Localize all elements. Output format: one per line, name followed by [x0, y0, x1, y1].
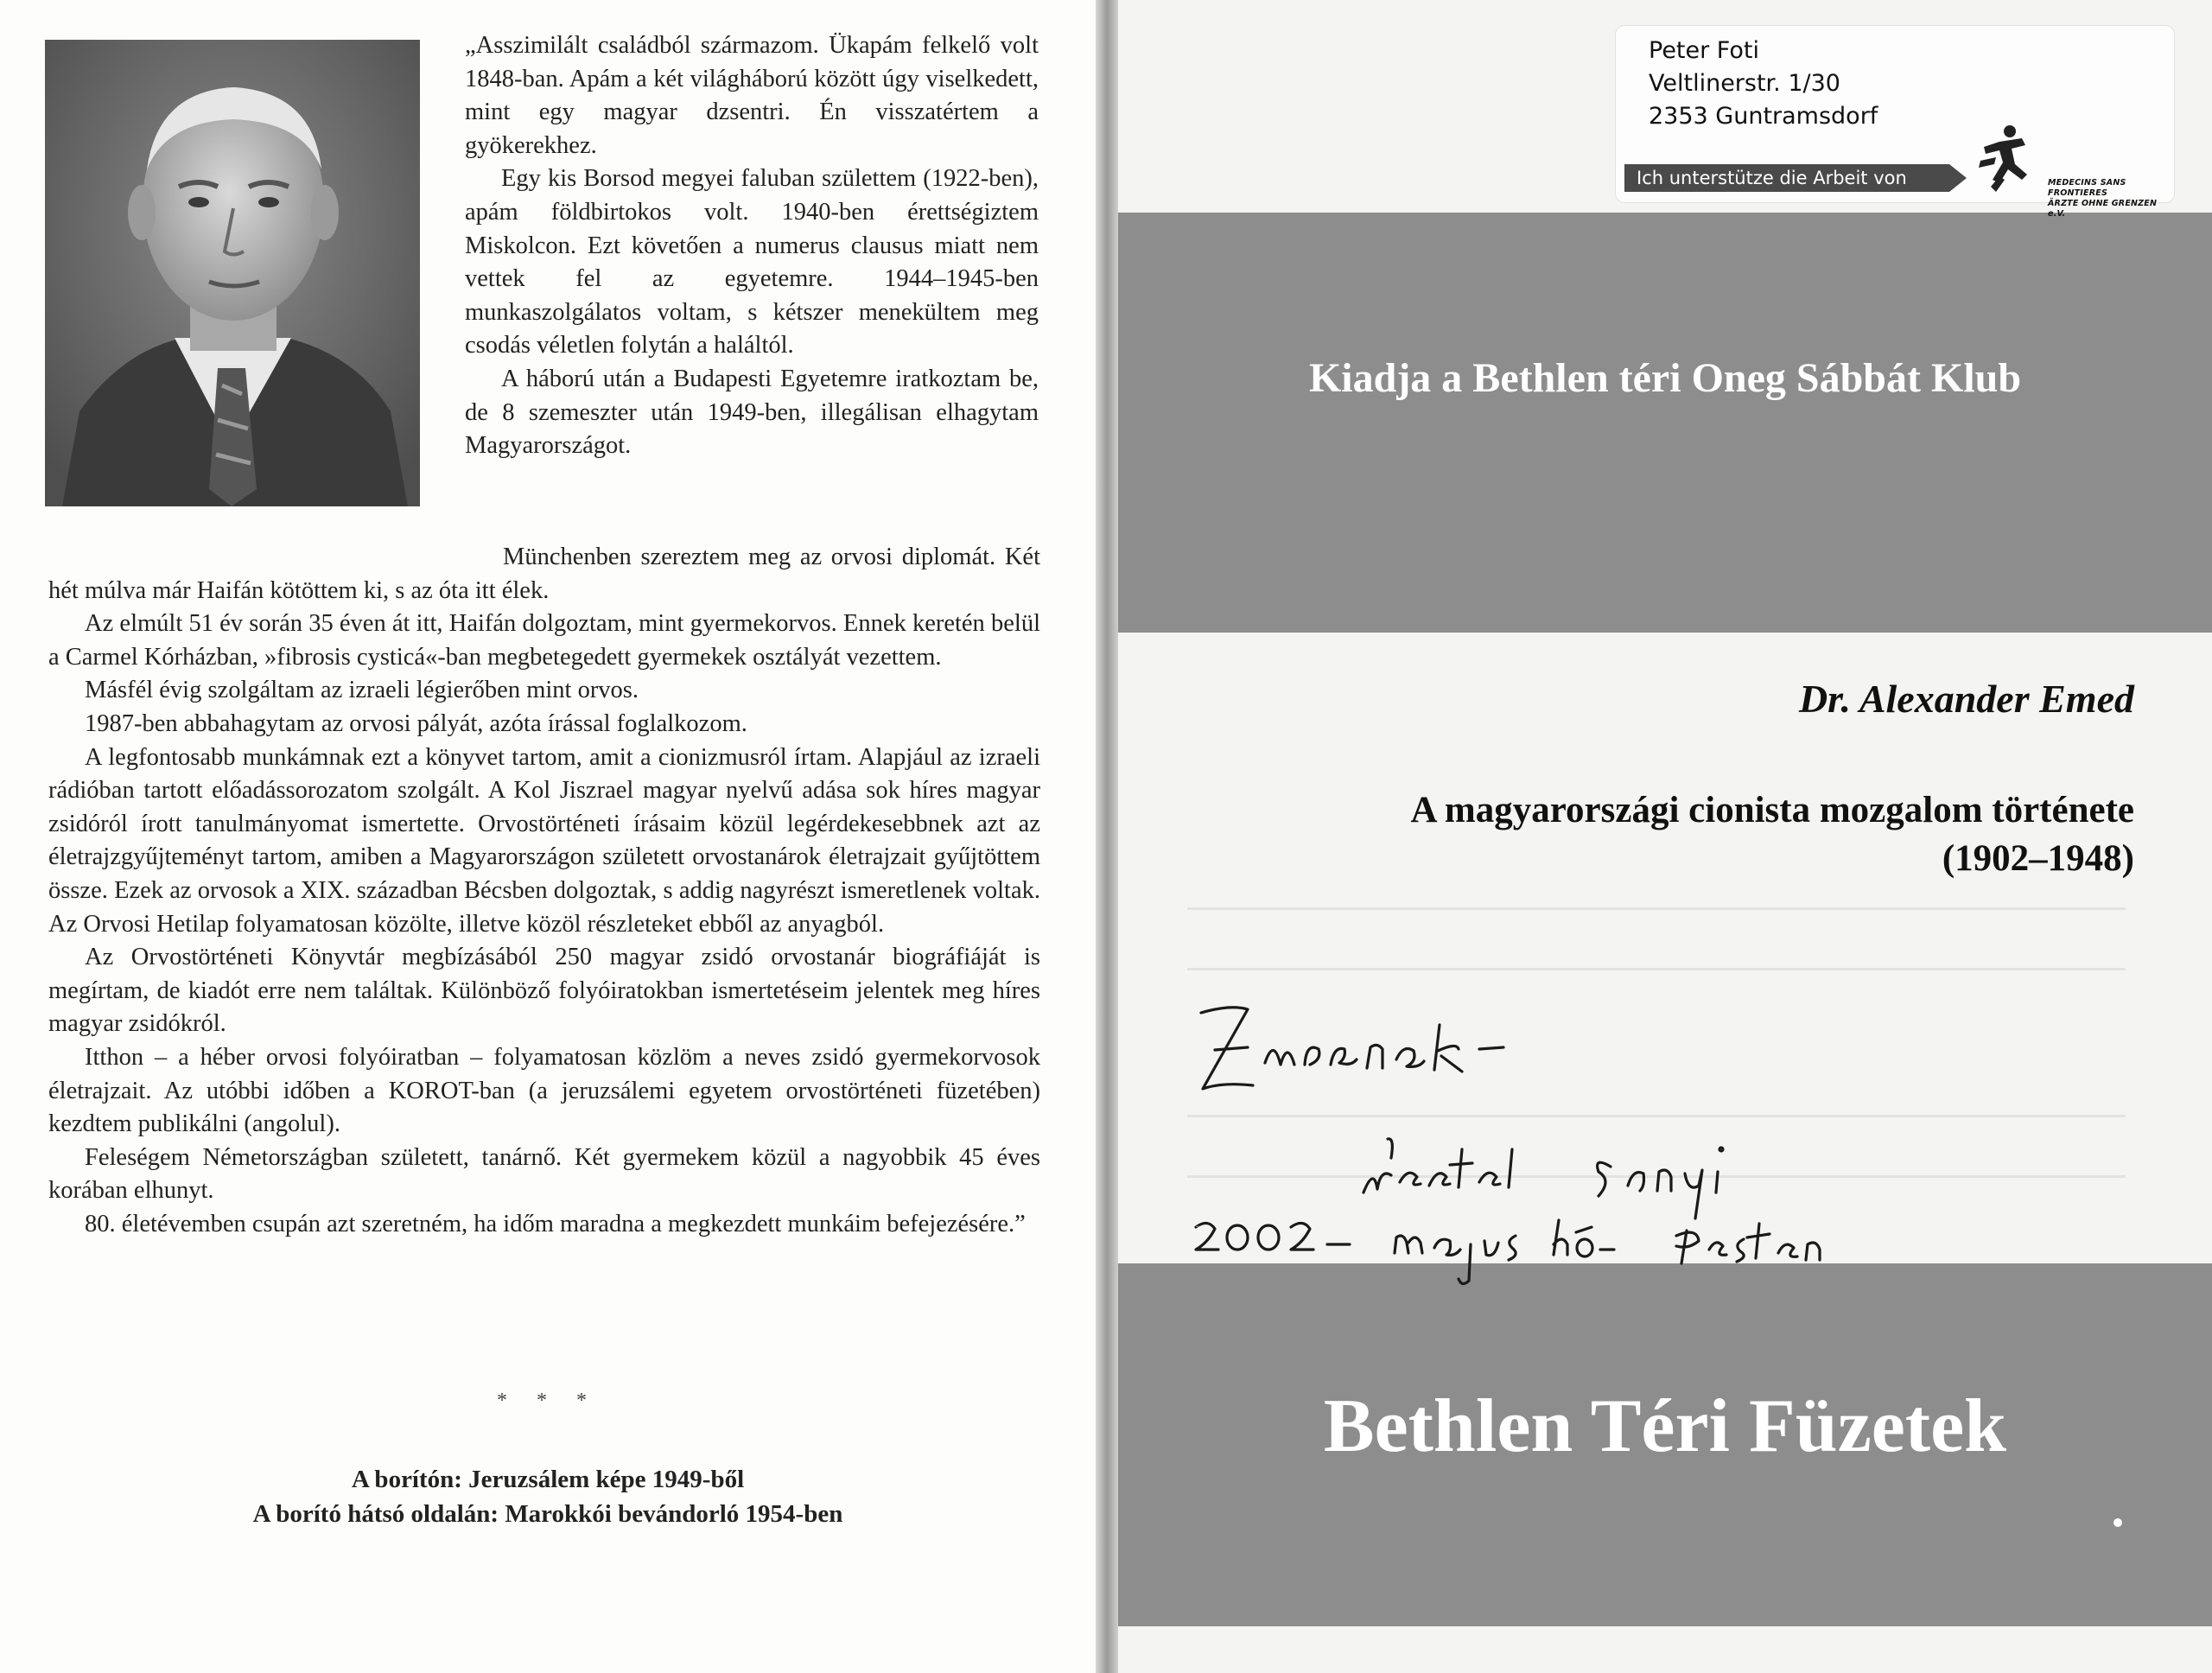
bio-paragraph: Feleségem Németországban született, tanárnő. Két gyermekem közül a nagyobbik 45 éves korában elhunyt. [48, 1143, 1040, 1205]
bio-paragraph: A háború után a Budapesti Egyetemre iratkoztam be, de 8 szemeszter után 1949-ben, illegálisan elhagytam Magyarországot. [465, 365, 1039, 460]
dedication-line-2: szeretettel Sanyi [1360, 1148, 1372, 1150]
msf-name-line-1: MEDECINS SANS FRONTIERES [2048, 178, 2126, 198]
cover-note-back: A borító hátsó oldalán: Marokkói bevándorló 1954-ben [252, 1500, 843, 1528]
dedication-line-1: Zsuzsinak – [1205, 1027, 1213, 1029]
address-name: Peter Foti [1649, 37, 1759, 64]
address-label [1616, 26, 2174, 219]
book-gutter [1096, 0, 1118, 1673]
publisher-line: Kiadja a Bethlen téri Oneg Sábbát Klub [1308, 355, 2022, 401]
msf-name-line-2: ÄRZTE OHNE GRENZEN e.V. [2048, 199, 2158, 219]
bio-paragraph: 80. életévemben csupán azt szeretném, ha időm maradna a megkezdett munkáim befejezésére.” [85, 1210, 1026, 1237]
msf-runner-icon [1974, 123, 2043, 200]
bio-paragraph: Az elmúlt 51 év során 35 éven át itt, Haifán dolgoztam, mint gyermekorvos. Ennek keretén belül a Carmel Kórházban, »fibrosis cysticá«-ban megbetegedett gyermekek osztályát vezettem. [48, 610, 1040, 671]
bio-paragraph: Itthon – a héber orvosi folyóiratban – folyamatosan közlöm a neves zsidó gyermekorvosok életrajzait. Az utóbbi időben a KOROT-ban (a jeruzsálemi egyetem orvostörténeti füzetében) kezdtem publikálni (angolul). [48, 1043, 1040, 1138]
bio-paragraph: A legfontosabb munkámnak ezt a könyvet tartom, amit a cionizmusról írtam. Alapjául az izraeli rádióban tartott előadássorozatom szolgált. A Kol Jiszrael magyar nyelvű adása sok híres magyar zsidóról írott tanulmányomat ismertette. Orvostörténeti írásaim közül legérdekesebbnek azt az életrajzgyűjteményt tartom, amiben a Magyarországon született orvostanárok életrajzait gyűjtöttem össze. Ezek az orvosok a XIX. században Bécsben dolgoztak, s addig nagyrészt ismeretlenek voltak. Az Orvosi Hetilap folyamatosan közölte, illetve közöl részleteket ebből az anyagból. [48, 743, 1040, 938]
portrait-image [45, 40, 420, 506]
left-page [0, 0, 1096, 1673]
bio-paragraph: Az Orvostörténeti Könyvtár megbízásából 250 magyar zsidó orvostanár biográfiáját is megírtam, de kiadót erre nem találtak. Különböző folyóiratokban ismertetéseim jelentek meg híres magyar zsidókról. [48, 944, 1040, 1038]
top-gray-band [1118, 213, 2212, 633]
book-title-years: (1902–1948) [1942, 838, 2134, 879]
section-separator: * * * [497, 1390, 599, 1412]
dedication-place: Pesten [1676, 1226, 1681, 1228]
series-title: Bethlen Téri Füzetek [1323, 1384, 2007, 1468]
book-title-main: A magyarországi cionista mozgalom története [1410, 790, 2134, 830]
address-city: 2353 Guntramsdorf [1649, 103, 1878, 130]
bio-paragraph: „Asszimilált családból származom. Ükapám felkelő volt 1848-ban. Apám a két világháború között úgy viselkedett, mint egy magyar dzsentri. Én visszatértem a gyökerekhez. [465, 32, 1039, 159]
address-street: Veltlinerstr. 1/30 [1649, 70, 1840, 97]
cover-note-front: A borítón: Jeruzsálem képe 1949-ből [351, 1466, 745, 1493]
bio-paragraph: Egy kis Borsod megyei faluban születtem (1922-ben), apám földbirtokos volt. 1940-ben érettségiztem Miskolcon. Ezt követően a numerus clausus miatt nem vettek fel az egyetemre. 1944–1945-ben munkaszolgálatos voltam, s kétszer menekültem meg csodás véletlen folytán a haláltól. [465, 165, 1039, 359]
decorative-dot [2113, 1518, 2122, 1527]
bio-paragraph: 1987-ben abbahagytam az orvosi pályát, azóta írással foglalkozom. [85, 709, 747, 737]
support-bar: Ich unterstütze die Arbeit von [1624, 164, 1949, 192]
chevron-right-icon [1949, 164, 1967, 192]
bio-paragraph: Másfél évig szolgáltam az izraeli légierőben mint orvos. [85, 677, 639, 704]
address-block [1649, 35, 1878, 133]
right-page-cover [1118, 0, 2212, 1673]
book-title [1141, 786, 2134, 883]
biography-bottom [48, 541, 1040, 1241]
author-name: Dr. Alexander Emed [1798, 677, 2134, 721]
dedication-date: 2002 – május hó [1196, 1226, 1208, 1228]
cover-note [0, 1462, 1096, 1531]
msf-name [2048, 178, 2174, 219]
author-portrait [45, 40, 420, 506]
biography-top [465, 29, 1039, 463]
bio-paragraph: Münchenben szereztem meg az orvosi diplomát. Két hét múlva már Haifán kötöttem ki, s az óta itt élek. [48, 544, 1040, 604]
